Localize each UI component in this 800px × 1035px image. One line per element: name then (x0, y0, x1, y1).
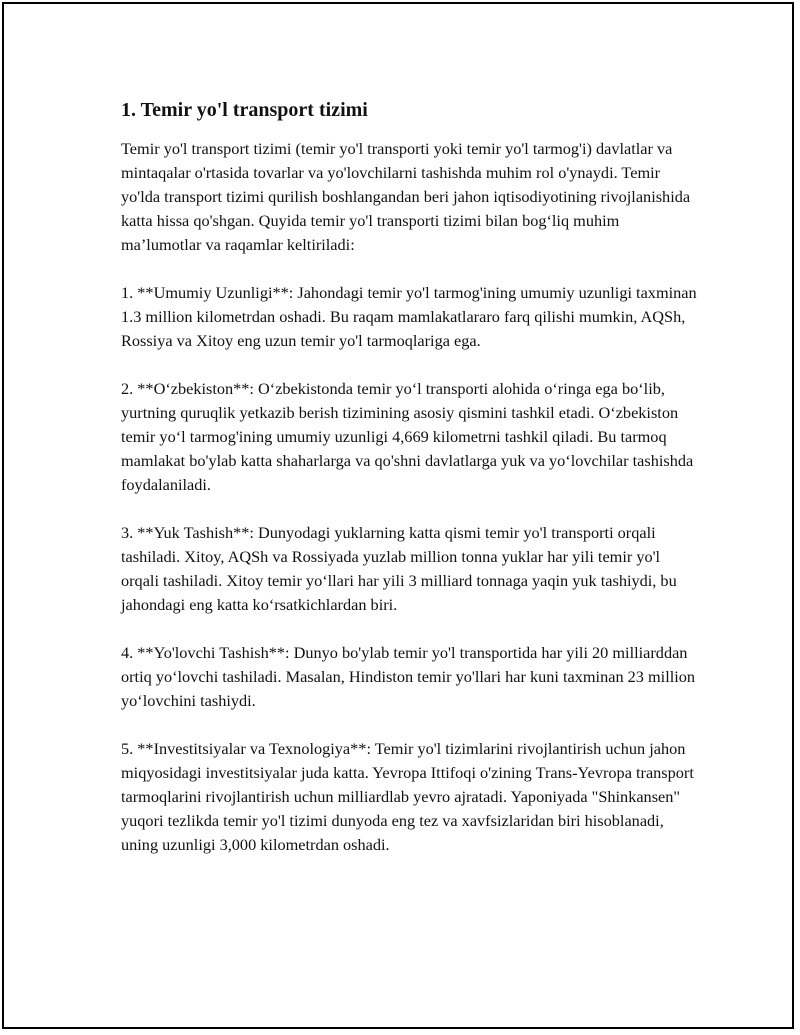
document-page (2, 2, 794, 1029)
paragraph-yolovchi-tashish: 4. **Yo'lovchi Tashish**: Dunyo bo'ylab temir yo'l transportida har yili 20 milliarddan ortiq yo‘lovchi tashiladi. Masalan, Hindiston temir yo'llari har kuni taxminan 23 million yo‘lovchini tashiydi. (121, 643, 696, 710)
intro-paragraph: Temir yo'l transport tizimi (temir yo'l transporti yoki temir yo'l tarmog'i) davlatlar va mintaqalar o'rtasida tovarlar va yo'lovchilarni tashishda muhim rol o'ynaydi. Temir yo'lda transport tizimi qurilish boshlangandan beri jahon iqtisodiyotining rivojlanishida katta hissa qo'shgan. Quyida temir yo'l transporti tizimi bilan bog‘liq muhim ma’lumotlar va raqamlar keltiriladi: (121, 139, 691, 254)
paragraph-yuk-tashish: 3. **Yuk Tashish**: Dunyodagi yuklarning katta qismi temir yo'l transporti orqali tashiladi. Xitoy, AQSh va Rossiyada yuzlab million tonna yuklar har yili temir yo'l orqali tashiladi. Xitoy temir yo‘llari har yili 3 milliard tonnaga yaqin yuk tashiydi, bu jahondagi eng katta ko‘rsatkichlardan biri. (121, 523, 677, 614)
document-title: 1. Temir yo'l transport tizimi (121, 99, 368, 121)
paragraph-investitsiyalar: 5. **Investitsiyalar va Texnologiya**: Temir yo'l tizimlarini rivojlantirish uchun jahon miqyosidagi investitsiyalar juda katta. Yevropa Ittifoqi o'zining Trans-Yevropa transport tarmoqlarini rivojlantirish uchun milliardlab yevro ajratadi. Yaponiyada "Shinkansen" yuqori tezlikda temir yo'l tizimi dunyoda eng tez va xavfsizlaridan biri hisoblanadi, uning uzunligi 3,000 kilometrdan oshadi. (121, 739, 694, 854)
document-body (121, 97, 701, 881)
paragraph-umumiy-uzunligi: 1. **Umumiy Uzunligi**: Jahondagi temir yo'l tarmog'ining umumiy uzunligi taxminan 1.3 million kilometrdan oshadi. Bu raqam mamlakatlararo farq qilishi mumkin, AQSh, Rossiya va Xitoy eng uzun temir yo'l tarmoqlariga ega. (121, 283, 697, 350)
paragraph-ozbekiston: 2. **O‘zbekiston**: O‘zbekistonda temir yo‘l transporti alohida o‘ringa ega bo‘lib, yurtning quruqlik yetkazib berish tizimining asosiy qismini tashkil etadi. O‘zbekiston temir yo‘l tarmog'ining umumiy uzunligi 4,669 kilometrni tashkil qiladi. Bu tarmoq mamlakat bo'ylab katta shaharlarga va qo'shni davlatlarga yuk va yo‘lovchilar tashishda foydalaniladi. (121, 379, 694, 494)
